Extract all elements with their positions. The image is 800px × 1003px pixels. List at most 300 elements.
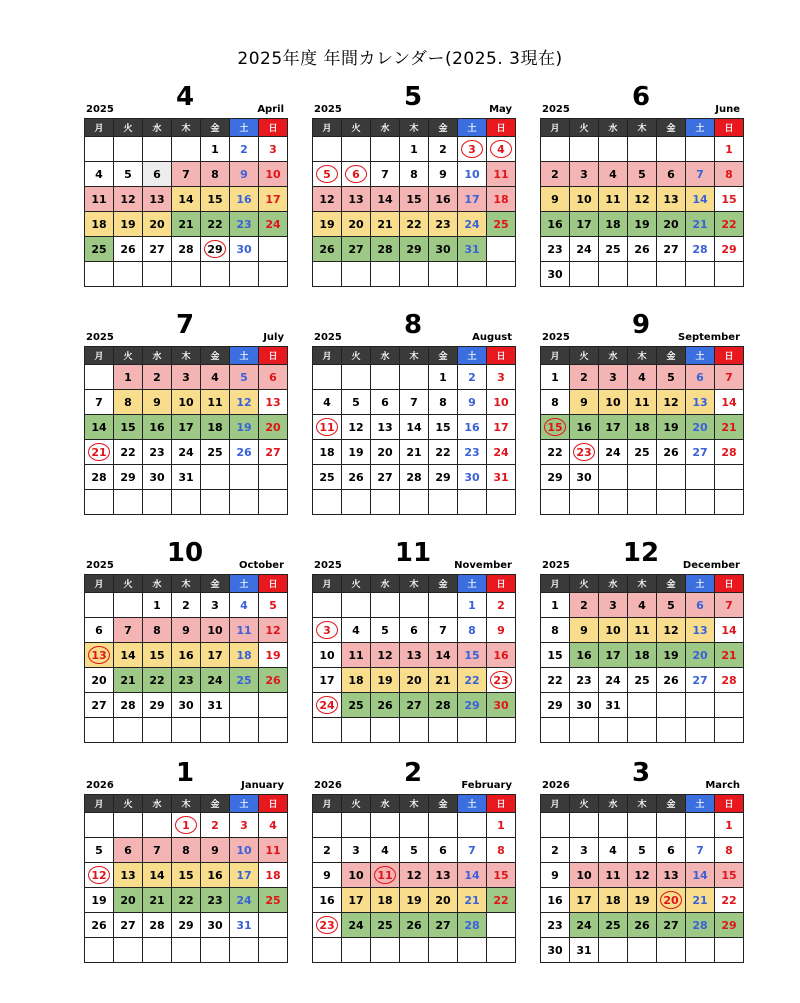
month-number: 9	[631, 310, 651, 340]
day-cell: 14	[458, 863, 487, 888]
weekday-header: 水	[371, 347, 400, 365]
day-cell: 19	[259, 643, 288, 668]
day-cell: 15	[201, 187, 230, 212]
day-cell: 27	[342, 237, 371, 262]
day-cell: 15	[715, 863, 744, 888]
day-cell: 9	[313, 863, 342, 888]
weekday-header: 土	[230, 347, 259, 365]
empty-cell	[114, 718, 143, 743]
month-name: April	[257, 104, 284, 115]
day-cell: 5	[657, 365, 686, 390]
day-cell: 15	[715, 187, 744, 212]
weekday-header: 金	[429, 119, 458, 137]
day-cell: 29	[143, 693, 172, 718]
weekday-header: 月	[313, 795, 342, 813]
empty-cell	[313, 137, 342, 162]
day-cell: 16	[570, 415, 599, 440]
empty-cell	[259, 465, 288, 490]
day-cell: 1	[172, 813, 201, 838]
day-cell: 18	[342, 668, 371, 693]
day-cell: 4	[487, 137, 516, 162]
empty-cell	[458, 813, 487, 838]
day-cell: 10	[570, 187, 599, 212]
day-cell: 23	[172, 668, 201, 693]
day-cell: 26	[371, 693, 400, 718]
weekday-header: 木	[172, 575, 201, 593]
day-cell: 1	[541, 365, 570, 390]
day-cell: 17	[599, 415, 628, 440]
day-cell: 27	[686, 668, 715, 693]
day-cell: 29	[715, 237, 744, 262]
day-cell: 25	[85, 237, 114, 262]
day-cell: 23	[313, 913, 342, 938]
day-cell: 17	[230, 863, 259, 888]
empty-cell	[599, 718, 628, 743]
day-cell: 25	[599, 237, 628, 262]
day-cell: 9	[172, 618, 201, 643]
day-cell: 21	[85, 440, 114, 465]
day-cell: 12	[657, 390, 686, 415]
day-cell: 31	[230, 913, 259, 938]
day-cell: 16	[143, 415, 172, 440]
empty-cell	[487, 718, 516, 743]
day-cell: 2	[541, 838, 570, 863]
empty-cell	[570, 490, 599, 515]
empty-cell	[371, 813, 400, 838]
month-header	[540, 310, 742, 346]
empty-cell	[686, 262, 715, 287]
day-cell: 13	[114, 863, 143, 888]
month-header	[312, 82, 514, 118]
empty-cell	[114, 813, 143, 838]
weekday-header: 土	[458, 575, 487, 593]
empty-cell	[686, 938, 715, 963]
day-cell: 23	[487, 668, 516, 693]
day-cell: 11	[628, 618, 657, 643]
year-label: 2025	[314, 104, 342, 115]
weekday-header: 火	[114, 575, 143, 593]
empty-cell	[114, 593, 143, 618]
weekday-header: 水	[143, 347, 172, 365]
day-cell: 26	[85, 913, 114, 938]
weekday-header: 火	[570, 347, 599, 365]
day-cell: 3	[599, 365, 628, 390]
month-grid	[84, 794, 288, 963]
day-cell: 24	[570, 237, 599, 262]
empty-cell	[686, 813, 715, 838]
day-cell: 31	[201, 693, 230, 718]
day-cell: 21	[114, 668, 143, 693]
day-cell: 20	[371, 440, 400, 465]
empty-cell	[657, 262, 686, 287]
empty-cell	[628, 465, 657, 490]
day-cell: 18	[230, 643, 259, 668]
day-cell: 2	[172, 593, 201, 618]
weekday-header: 木	[400, 575, 429, 593]
day-cell: 25	[371, 913, 400, 938]
empty-cell	[201, 262, 230, 287]
day-cell: 11	[599, 187, 628, 212]
empty-cell	[541, 137, 570, 162]
empty-cell	[371, 137, 400, 162]
day-cell: 25	[599, 913, 628, 938]
weekday-header: 月	[313, 119, 342, 137]
day-cell: 20	[143, 212, 172, 237]
empty-cell	[114, 137, 143, 162]
empty-cell	[114, 938, 143, 963]
empty-cell	[259, 490, 288, 515]
day-cell: 13	[400, 643, 429, 668]
empty-cell	[313, 262, 342, 287]
month-calendar-9	[540, 310, 742, 515]
day-cell: 23	[429, 212, 458, 237]
weekday-header: 月	[85, 347, 114, 365]
empty-cell	[85, 262, 114, 287]
weekday-header: 日	[487, 575, 516, 593]
weekday-header: 日	[715, 347, 744, 365]
empty-cell	[371, 490, 400, 515]
empty-cell	[85, 718, 114, 743]
day-cell: 17	[259, 187, 288, 212]
day-cell: 3	[458, 137, 487, 162]
month-number: 4	[175, 82, 195, 112]
day-cell: 26	[230, 440, 259, 465]
day-cell: 6	[342, 162, 371, 187]
month-calendar-8	[312, 310, 514, 515]
day-cell: 9	[429, 162, 458, 187]
day-cell: 4	[230, 593, 259, 618]
day-cell: 21	[715, 415, 744, 440]
empty-cell	[657, 465, 686, 490]
day-cell: 4	[342, 618, 371, 643]
empty-cell	[599, 813, 628, 838]
empty-cell	[657, 938, 686, 963]
weekday-header: 木	[172, 347, 201, 365]
day-cell: 30	[458, 465, 487, 490]
day-cell: 16	[429, 187, 458, 212]
empty-cell	[487, 913, 516, 938]
weekday-header: 水	[143, 795, 172, 813]
day-cell: 28	[686, 913, 715, 938]
day-cell: 27	[429, 913, 458, 938]
day-cell: 31	[172, 465, 201, 490]
empty-cell	[342, 938, 371, 963]
day-cell: 3	[487, 365, 516, 390]
empty-cell	[230, 718, 259, 743]
day-cell: 29	[201, 237, 230, 262]
month-grid	[540, 118, 744, 287]
empty-cell	[313, 938, 342, 963]
day-cell: 14	[429, 643, 458, 668]
empty-cell	[313, 813, 342, 838]
day-cell: 4	[259, 813, 288, 838]
day-cell: 6	[657, 838, 686, 863]
month-header	[84, 310, 286, 346]
day-cell: 28	[114, 693, 143, 718]
empty-cell	[143, 813, 172, 838]
day-cell: 5	[657, 593, 686, 618]
day-cell: 18	[628, 415, 657, 440]
day-cell: 1	[715, 813, 744, 838]
month-calendar-1	[84, 758, 286, 963]
empty-cell	[85, 490, 114, 515]
empty-cell	[628, 813, 657, 838]
month-name: July	[263, 332, 284, 343]
empty-cell	[599, 137, 628, 162]
day-cell: 1	[114, 365, 143, 390]
empty-cell	[487, 237, 516, 262]
day-cell: 21	[686, 888, 715, 913]
day-cell: 26	[259, 668, 288, 693]
empty-cell	[201, 465, 230, 490]
empty-cell	[458, 262, 487, 287]
day-cell: 8	[715, 162, 744, 187]
day-cell: 11	[201, 390, 230, 415]
day-cell: 13	[657, 863, 686, 888]
day-cell: 18	[628, 643, 657, 668]
day-cell: 3	[172, 365, 201, 390]
empty-cell	[143, 718, 172, 743]
day-cell: 18	[371, 888, 400, 913]
weekday-header: 火	[114, 795, 143, 813]
day-cell: 7	[429, 618, 458, 643]
weekday-header: 月	[85, 119, 114, 137]
year-label: 2025	[86, 332, 114, 343]
day-cell: 6	[371, 390, 400, 415]
month-header	[540, 758, 742, 794]
day-cell: 24	[458, 212, 487, 237]
month-header	[312, 538, 514, 574]
day-cell: 8	[429, 390, 458, 415]
day-cell: 4	[201, 365, 230, 390]
empty-cell	[400, 593, 429, 618]
empty-cell	[657, 813, 686, 838]
day-cell: 10	[570, 863, 599, 888]
empty-cell	[628, 262, 657, 287]
day-cell: 8	[487, 838, 516, 863]
day-cell: 10	[313, 643, 342, 668]
year-label: 2026	[542, 780, 570, 791]
day-cell: 17	[599, 643, 628, 668]
year-label: 2026	[314, 780, 342, 791]
weekday-header: 木	[628, 347, 657, 365]
weekday-header: 火	[570, 119, 599, 137]
weekday-header: 金	[657, 119, 686, 137]
year-label: 2025	[542, 332, 570, 343]
day-cell: 3	[201, 593, 230, 618]
month-number: 2	[403, 758, 423, 788]
day-cell: 22	[715, 212, 744, 237]
day-cell: 28	[172, 237, 201, 262]
weekday-header: 水	[143, 119, 172, 137]
weekday-header: 土	[686, 347, 715, 365]
day-cell: 3	[570, 162, 599, 187]
empty-cell	[114, 490, 143, 515]
empty-cell	[172, 490, 201, 515]
day-cell: 27	[85, 693, 114, 718]
day-cell: 28	[143, 913, 172, 938]
weekday-header: 日	[259, 347, 288, 365]
month-name: January	[241, 780, 284, 791]
month-grid	[540, 794, 744, 963]
day-cell: 13	[686, 390, 715, 415]
month-calendar-2	[312, 758, 514, 963]
weekday-header: 木	[628, 575, 657, 593]
day-cell: 16	[172, 643, 201, 668]
day-cell: 7	[85, 390, 114, 415]
empty-cell	[570, 137, 599, 162]
day-cell: 30	[487, 693, 516, 718]
day-cell: 30	[541, 938, 570, 963]
empty-cell	[487, 938, 516, 963]
empty-cell	[85, 365, 114, 390]
day-cell: 25	[487, 212, 516, 237]
day-cell: 21	[686, 212, 715, 237]
day-cell: 27	[686, 440, 715, 465]
day-cell: 31	[487, 465, 516, 490]
empty-cell	[201, 938, 230, 963]
empty-cell	[715, 465, 744, 490]
day-cell: 21	[400, 440, 429, 465]
weekday-header: 土	[458, 795, 487, 813]
day-cell: 4	[599, 162, 628, 187]
weekday-header: 火	[570, 575, 599, 593]
empty-cell	[657, 137, 686, 162]
day-cell: 11	[85, 187, 114, 212]
day-cell: 23	[143, 440, 172, 465]
day-cell: 25	[628, 668, 657, 693]
day-cell: 22	[143, 668, 172, 693]
day-cell: 20	[259, 415, 288, 440]
month-name: October	[239, 560, 284, 571]
day-cell: 15	[429, 415, 458, 440]
day-cell: 27	[143, 237, 172, 262]
day-cell: 14	[143, 863, 172, 888]
day-cell: 15	[114, 415, 143, 440]
day-cell: 30	[541, 262, 570, 287]
day-cell: 29	[541, 465, 570, 490]
weekday-header: 土	[230, 575, 259, 593]
day-cell: 9	[143, 390, 172, 415]
day-cell: 12	[628, 863, 657, 888]
day-cell: 2	[541, 162, 570, 187]
day-cell: 28	[371, 237, 400, 262]
day-cell: 16	[541, 212, 570, 237]
day-cell: 2	[570, 593, 599, 618]
day-cell: 23	[570, 668, 599, 693]
day-cell: 13	[686, 618, 715, 643]
day-cell: 9	[487, 618, 516, 643]
day-cell: 31	[599, 693, 628, 718]
empty-cell	[143, 938, 172, 963]
day-cell: 26	[657, 440, 686, 465]
day-cell: 29	[541, 693, 570, 718]
day-cell: 11	[313, 415, 342, 440]
day-cell: 10	[599, 390, 628, 415]
empty-cell	[686, 490, 715, 515]
day-cell: 24	[342, 913, 371, 938]
empty-cell	[143, 262, 172, 287]
empty-cell	[342, 137, 371, 162]
empty-cell	[172, 262, 201, 287]
weekday-header: 水	[599, 347, 628, 365]
empty-cell	[371, 593, 400, 618]
empty-cell	[259, 262, 288, 287]
day-cell: 13	[429, 863, 458, 888]
month-grid	[84, 574, 288, 743]
empty-cell	[657, 693, 686, 718]
weekday-header: 土	[686, 119, 715, 137]
weekday-header: 火	[342, 119, 371, 137]
day-cell: 27	[400, 693, 429, 718]
day-cell: 22	[715, 888, 744, 913]
day-cell: 20	[657, 212, 686, 237]
empty-cell	[172, 137, 201, 162]
day-cell: 11	[342, 643, 371, 668]
day-cell: 19	[628, 212, 657, 237]
day-cell: 17	[458, 187, 487, 212]
day-cell: 28	[458, 913, 487, 938]
day-cell: 25	[313, 465, 342, 490]
day-cell: 16	[201, 863, 230, 888]
day-cell: 26	[628, 913, 657, 938]
day-cell: 1	[487, 813, 516, 838]
empty-cell	[313, 490, 342, 515]
day-cell: 2	[313, 838, 342, 863]
empty-cell	[715, 718, 744, 743]
day-cell: 19	[313, 212, 342, 237]
day-cell: 10	[230, 838, 259, 863]
day-cell: 10	[487, 390, 516, 415]
day-cell: 14	[715, 390, 744, 415]
empty-cell	[371, 718, 400, 743]
weekday-header: 木	[628, 795, 657, 813]
empty-cell	[143, 137, 172, 162]
day-cell: 8	[201, 162, 230, 187]
day-cell: 15	[541, 415, 570, 440]
day-cell: 5	[313, 162, 342, 187]
day-cell: 25	[342, 693, 371, 718]
empty-cell	[259, 718, 288, 743]
day-cell: 20	[686, 415, 715, 440]
day-cell: 27	[657, 913, 686, 938]
day-cell: 8	[400, 162, 429, 187]
day-cell: 18	[201, 415, 230, 440]
day-cell: 16	[487, 643, 516, 668]
empty-cell	[371, 938, 400, 963]
empty-cell	[400, 813, 429, 838]
day-cell: 29	[172, 913, 201, 938]
weekday-header: 金	[201, 347, 230, 365]
day-cell: 5	[371, 618, 400, 643]
day-cell: 19	[342, 440, 371, 465]
month-calendar-4	[84, 82, 286, 287]
day-cell: 19	[85, 888, 114, 913]
weekday-header: 金	[429, 795, 458, 813]
day-cell: 27	[114, 913, 143, 938]
empty-cell	[657, 718, 686, 743]
day-cell: 7	[143, 838, 172, 863]
day-cell: 28	[715, 440, 744, 465]
day-cell: 11	[487, 162, 516, 187]
day-cell: 19	[114, 212, 143, 237]
day-cell: 22	[400, 212, 429, 237]
day-cell: 2	[201, 813, 230, 838]
weekday-header: 金	[201, 575, 230, 593]
day-cell: 22	[429, 440, 458, 465]
day-cell: 15	[400, 187, 429, 212]
empty-cell	[570, 813, 599, 838]
